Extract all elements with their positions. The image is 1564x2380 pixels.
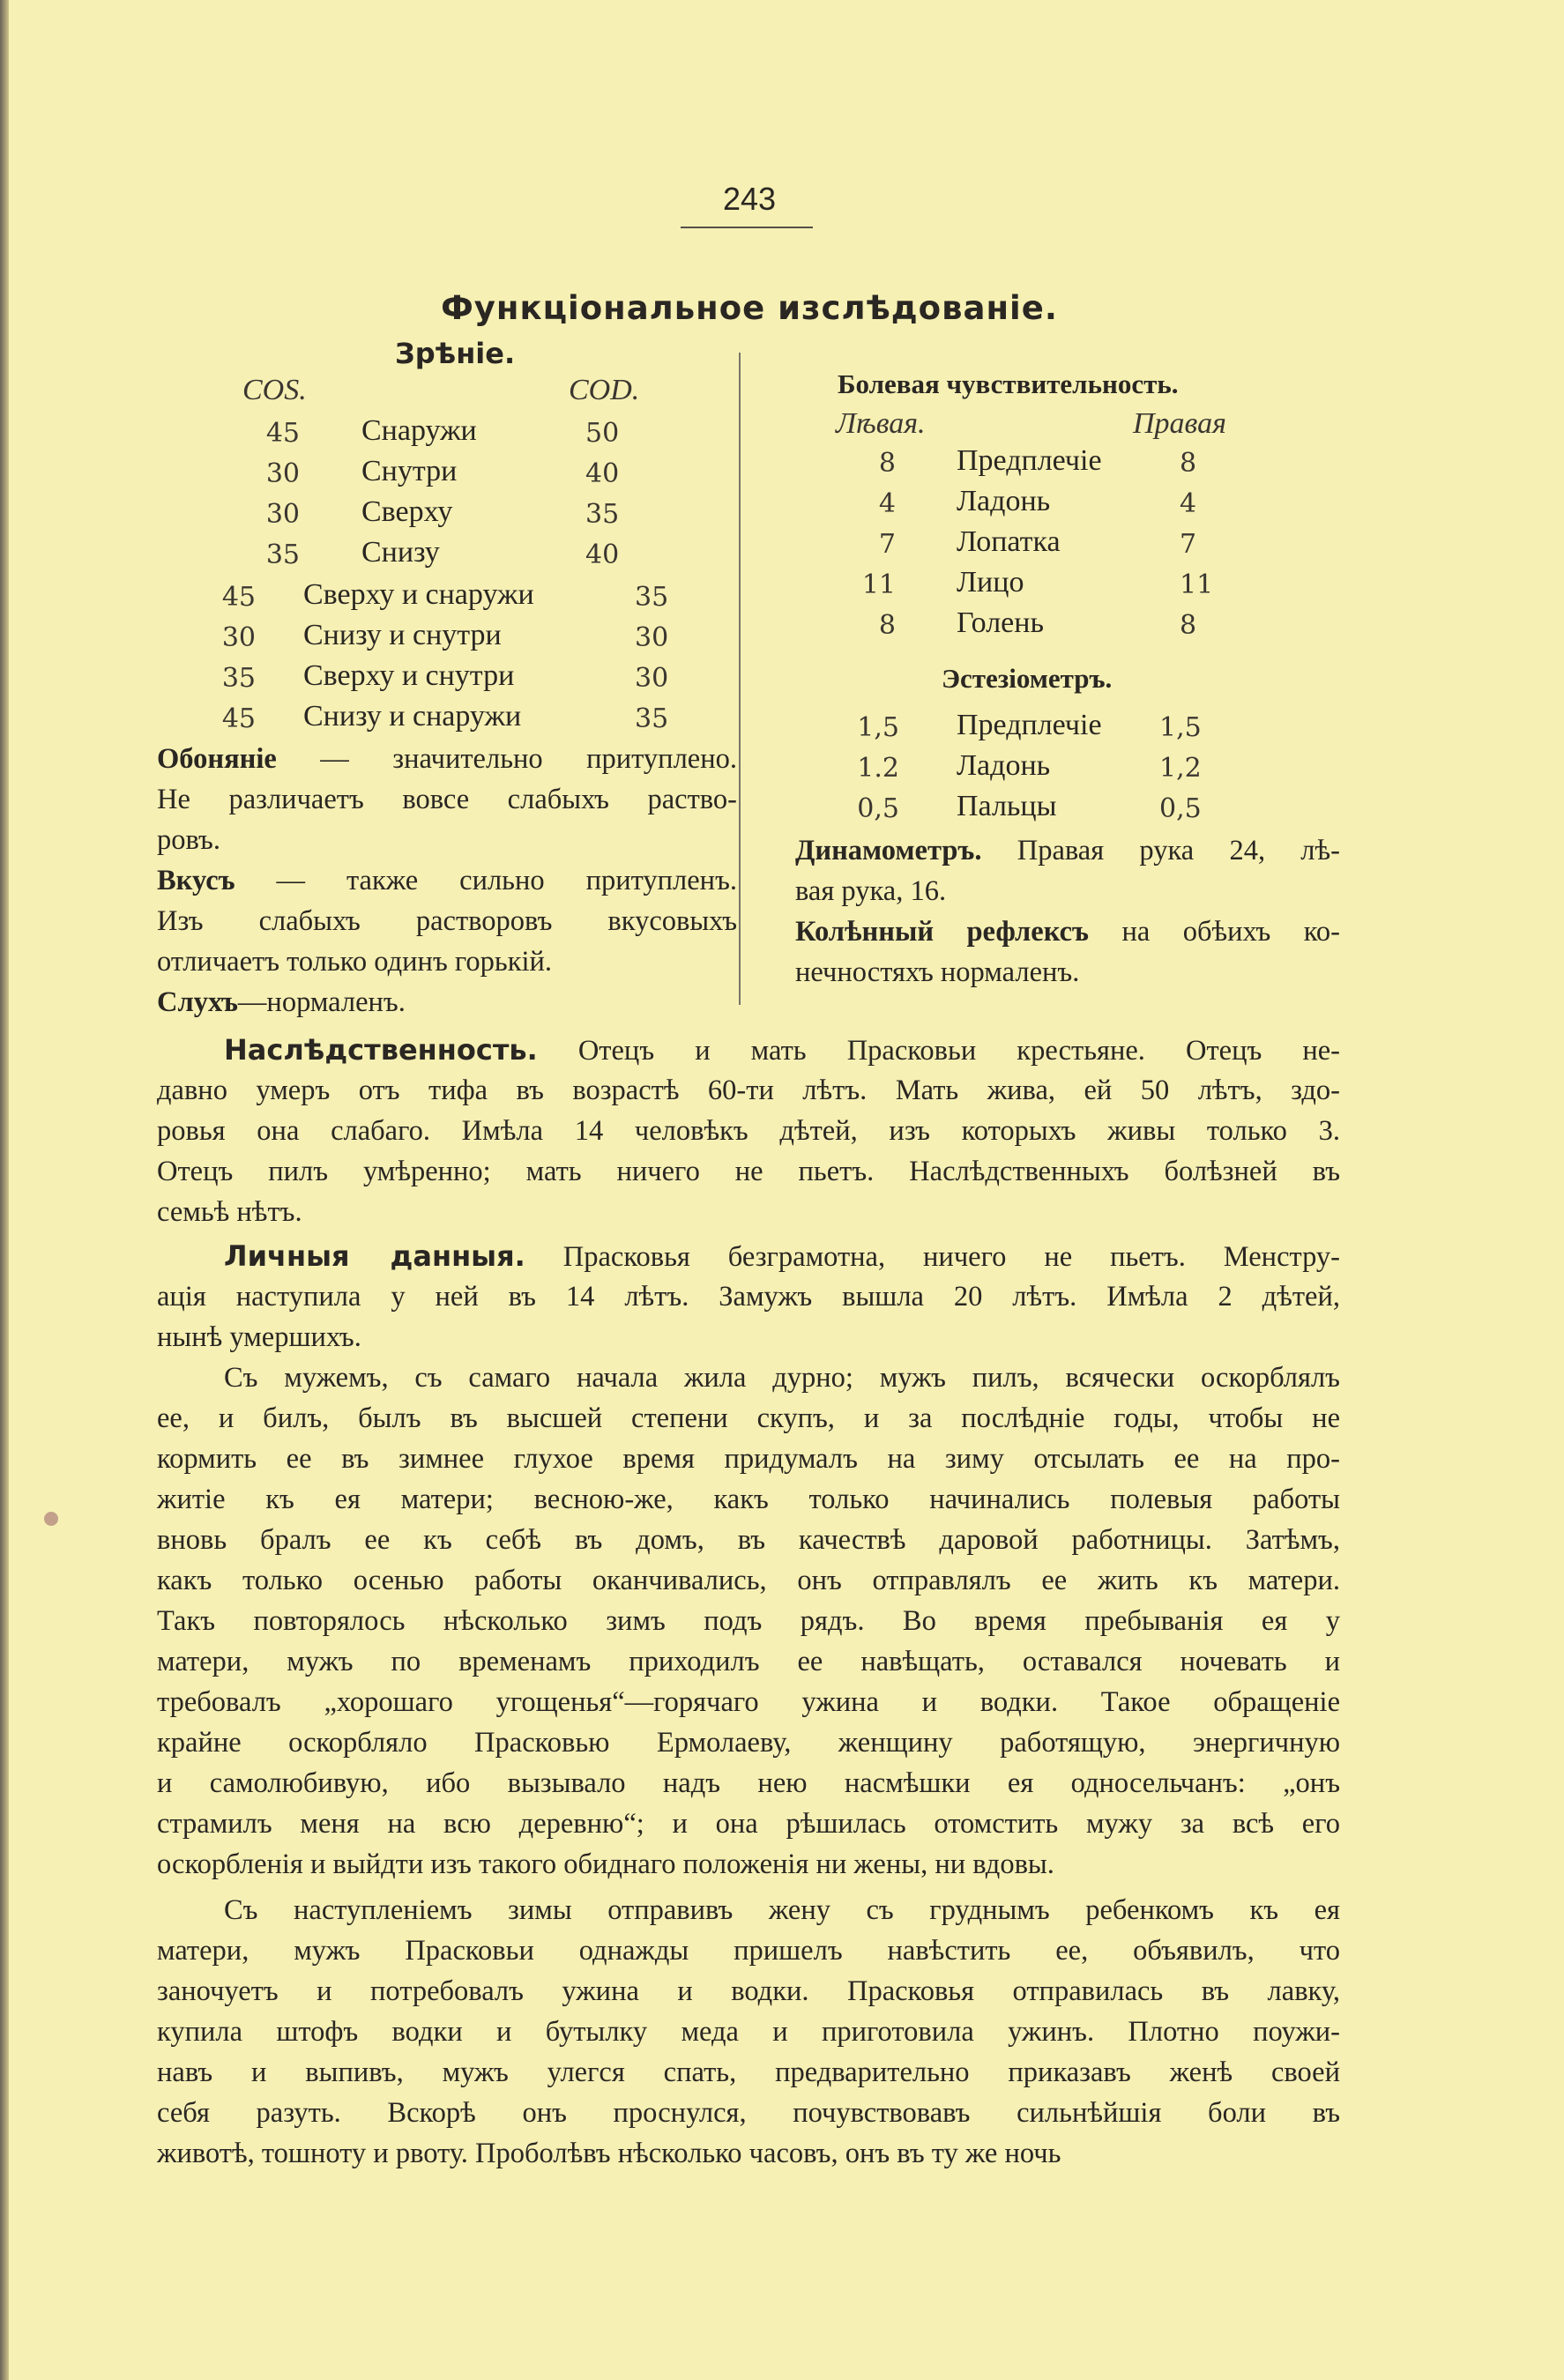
vision-heading: Зрѣніе. — [395, 337, 516, 370]
vision-row-right-value: 50 — [585, 418, 620, 449]
esthesiometer-row-label: Предплечіе — [957, 709, 1102, 741]
para2-line: себя разуть. Вскорѣ онъ проснулся, почувствовавъ сильнѣйшія боли въ — [157, 2097, 1340, 2129]
para1-line: вновь бралъ ее къ себѣ въ домъ, въ качествѣ даровой работницы. Затѣмъ, — [157, 1524, 1340, 1556]
para1-line: и самолюбивую, ибо вызывало надъ нею насмѣшки ея односельчанъ: „онъ — [157, 1767, 1340, 1799]
page-number-rule — [681, 227, 813, 228]
pain-row-right-value: 4 — [1180, 488, 1197, 519]
para2-line: заночуетъ и потребовалъ ужина и водки. Прасковья отправилась въ лавку, — [157, 1975, 1340, 2007]
vision-row-right-value: 40 — [585, 539, 620, 570]
pain-col-left: Лѣвая. — [836, 407, 926, 440]
para2-line: навъ и выпивъ, мужъ улегся спать, предварительно приказавъ женѣ своей — [157, 2056, 1340, 2088]
para2-line: животѣ, тошноту и рвоту. Проболѣвъ нѣсколько часовъ, онъ въ ту же ночь — [157, 2138, 1061, 2169]
dynamometer-line-2: вая рука, 16. — [795, 875, 947, 907]
para1-line: оскорбленія и выйдти изъ такого обиднаго положенія ни жены, ни вдовы. — [157, 1848, 1054, 1880]
hearing-heading: Слухъ — [157, 986, 238, 1018]
para1-line: кормить ее въ зимнее глухое время придумалъ на зиму отсылать ее на про- — [157, 1443, 1340, 1475]
pain-row-right-value: 11 — [1180, 569, 1214, 600]
vision-row-left-value: 35 — [265, 539, 300, 570]
heredity-paragraph — [157, 1030, 1340, 1232]
dynamometer-heading: Динамометръ. — [795, 835, 982, 866]
esthesiometer-row-right-value: 1,2 — [1159, 753, 1202, 784]
pain-row-label: Предплечіе — [957, 444, 1102, 477]
esthesiometer-row-left-value: 1.2 — [857, 753, 899, 784]
vision-row-combined-left-value: 30 — [221, 622, 256, 653]
smell-line-1: Обоняніе — значительно притуплено. — [157, 743, 737, 775]
para1-line: Такъ повторялось нѣсколько зимъ подъ рядъ. Во время пребыванія ея у — [157, 1605, 1340, 1637]
vision-row-right-value: 40 — [585, 458, 620, 489]
right-notes — [795, 830, 1340, 993]
vision-row-combined-left-value: 35 — [221, 663, 256, 694]
personal-line-3: нынѣ умершихъ. — [157, 1321, 361, 1353]
para1-line: матери, мужъ по временамъ приходилъ ее навѣщать, оставался ночевать и — [157, 1646, 1340, 1677]
esthesiometer-row-right-value: 0,5 — [1159, 793, 1202, 824]
smell-line-3: ровъ. — [157, 824, 220, 856]
ink-spot — [44, 1512, 58, 1526]
page-binding-edge — [0, 0, 9, 2380]
vision-col-right: COD. — [569, 374, 640, 406]
pain-row-left-value: 8 — [878, 448, 896, 479]
pain-row-right-value: 8 — [1180, 610, 1197, 641]
vision-row-combined-label: Сверху и снаружи — [303, 578, 534, 611]
vision-row-combined-right-value: 30 — [635, 663, 669, 694]
reflex-heading: Колѣнный рефлексъ — [795, 916, 1090, 948]
pain-col-right: Правая — [1133, 407, 1226, 440]
personal-paragraph — [157, 1236, 1340, 1357]
section-title: Функціональное изслѣдованіе. — [441, 289, 1058, 327]
heredity-line-1: Наслѣдственность. Отецъ и мать Прасковьи крестьяне. Отецъ не- — [224, 1033, 1340, 1067]
pain-row-label: Голень — [957, 606, 1044, 639]
taste-line-2: Изъ слабыхъ растворовъ вкусовыхъ — [157, 905, 737, 937]
dynamometer-line-1: Динамометръ. Правая рука 24, лѣ- — [795, 835, 1340, 866]
para1-line: Съ мужемъ, съ самаго начала жила дурно; мужъ пилъ, всячески оскорблялъ — [224, 1362, 1340, 1394]
vision-row-combined-label: Снизу и снаружи — [303, 700, 522, 733]
personal-heading: Личныя данныя. — [224, 1239, 525, 1273]
vision-row-combined-right-value: 35 — [635, 703, 669, 734]
heredity-heading: Наслѣдственность. — [224, 1033, 538, 1067]
vision-row-combined-left-value: 45 — [221, 703, 256, 734]
reflex-line-1: Колѣнный рефлексъ на обѣихъ ко- — [795, 916, 1340, 948]
pain-row-label: Ладонь — [957, 485, 1051, 517]
pain-row-label: Лопатка — [957, 525, 1061, 558]
para2-line: купила штофъ водки и бутылку меда и приготовила ужинъ. Плотно поужи- — [157, 2016, 1340, 2048]
vision-row-label: Снаружи — [361, 414, 477, 447]
heredity-line-5: семьѣ нѣтъ. — [157, 1196, 302, 1228]
taste-line-1: Вкусъ — также сильно притупленъ. — [157, 865, 737, 896]
column-divider — [739, 353, 741, 1005]
para2-line: матери, мужъ Прасковьи однажды пришелъ навѣстить ее, объявилъ, что — [157, 1935, 1340, 1967]
heredity-line-2: давно умеръ отъ тифа въ возрастѣ 60-ти лѣтъ. Мать жива, ей 50 лѣтъ, здо- — [157, 1075, 1340, 1106]
esthesiometer-row-left-value: 0,5 — [857, 793, 899, 824]
vision-row-combined-left-value: 45 — [221, 582, 256, 613]
reflex-line-2: нечностяхъ нормаленъ. — [795, 956, 1080, 988]
esthesiometer-row-left-value: 1,5 — [857, 712, 899, 743]
vision-row-label: Снизу — [361, 536, 440, 569]
vision-row-label: Снутри — [361, 455, 458, 487]
vision-row-left-value: 45 — [265, 418, 300, 449]
vision-row-right-value: 35 — [585, 499, 620, 530]
vision-row-combined-label: Снизу и снутри — [303, 619, 502, 651]
pain-row-right-value: 7 — [1180, 529, 1197, 560]
pain-row-right-value: 8 — [1180, 448, 1197, 479]
pain-row-left-value: 11 — [861, 569, 896, 600]
vision-row-combined-right-value: 30 — [635, 622, 669, 653]
esthesiometer-heading: Эстезіометръ. — [942, 663, 1113, 694]
esthesiometer-row-label: Пальцы — [957, 790, 1057, 822]
vision-row-left-value: 30 — [265, 458, 300, 489]
para1-line: житіе къ ея матери; весною-же, какъ только начинались полевыя работы — [157, 1484, 1340, 1515]
para2-line: Съ наступленіемъ зимы отправивъ жену съ груднымъ ребенкомъ къ ея — [224, 1894, 1340, 1926]
vision-col-left: COS. — [242, 374, 307, 406]
esthesiometer-row-right-value: 1,5 — [1159, 712, 1202, 743]
narrative-paragraph-1 — [157, 1357, 1340, 1885]
pain-row-left-value: 8 — [878, 610, 896, 641]
narrative-paragraph-2 — [157, 1890, 1340, 2174]
para1-line: ее, и билъ, былъ въ высшей степени скупъ, и за послѣдніе годы, чтобы не — [157, 1402, 1340, 1434]
personal-line-2: ація наступила у ней въ 14 лѣтъ. Замужъ вышла 20 лѣтъ. Имѣла 2 дѣтей, — [157, 1281, 1340, 1313]
heredity-line-4: Отецъ пилъ умѣренно; мать ничего не пьетъ. Наслѣдственныхъ болѣзней въ — [157, 1156, 1340, 1187]
para1-line: требовалъ „хорошаго угощенья“—горячаго ужина и водки. Такое обращеніе — [157, 1686, 1340, 1718]
vision-row-combined-right-value: 35 — [635, 582, 669, 613]
para1-line: страмилъ меня на всю деревню“; и она рѣшилась отомстить мужу за всѣ его — [157, 1808, 1340, 1840]
hearing-line: Слухъ—нормаленъ. — [157, 986, 406, 1018]
taste-heading: Вкусъ — [157, 865, 235, 896]
para1-line: какъ только осенью работы оканчивались, онъ отправлялъ ее жить къ матери. — [157, 1565, 1340, 1596]
pain-heading: Болевая чувствительность. — [838, 368, 1179, 399]
smell-line-2: Не различаетъ вовсе слабыхъ раство- — [157, 784, 737, 815]
taste-line-3: отличаетъ только одинъ горькій. — [157, 946, 553, 978]
pain-row-label: Лицо — [957, 566, 1024, 599]
personal-line-1: Личныя данныя. Прасковья безграмотна, ничего не пьетъ. Менстру- — [224, 1239, 1340, 1273]
vision-row-combined-label: Сверху и снутри — [303, 659, 515, 692]
smell-heading: Обоняніе — [157, 743, 277, 775]
para1-line: крайне оскорбляло Прасковью Ермолаеву, женщину работящую, энергичную — [157, 1727, 1340, 1759]
vision-row-left-value: 30 — [265, 499, 300, 530]
heredity-line-3: ровья она слабаго. Имѣла 14 человѣкъ дѣтей, изъ которыхъ живы только 3. — [157, 1115, 1340, 1147]
esthesiometer-row-label: Ладонь — [957, 749, 1051, 782]
pain-row-left-value: 4 — [878, 488, 896, 519]
pain-row-left-value: 7 — [878, 529, 896, 560]
left-notes — [157, 739, 737, 1023]
page-number: 243 — [722, 181, 777, 217]
vision-row-label: Сверху — [361, 495, 453, 528]
